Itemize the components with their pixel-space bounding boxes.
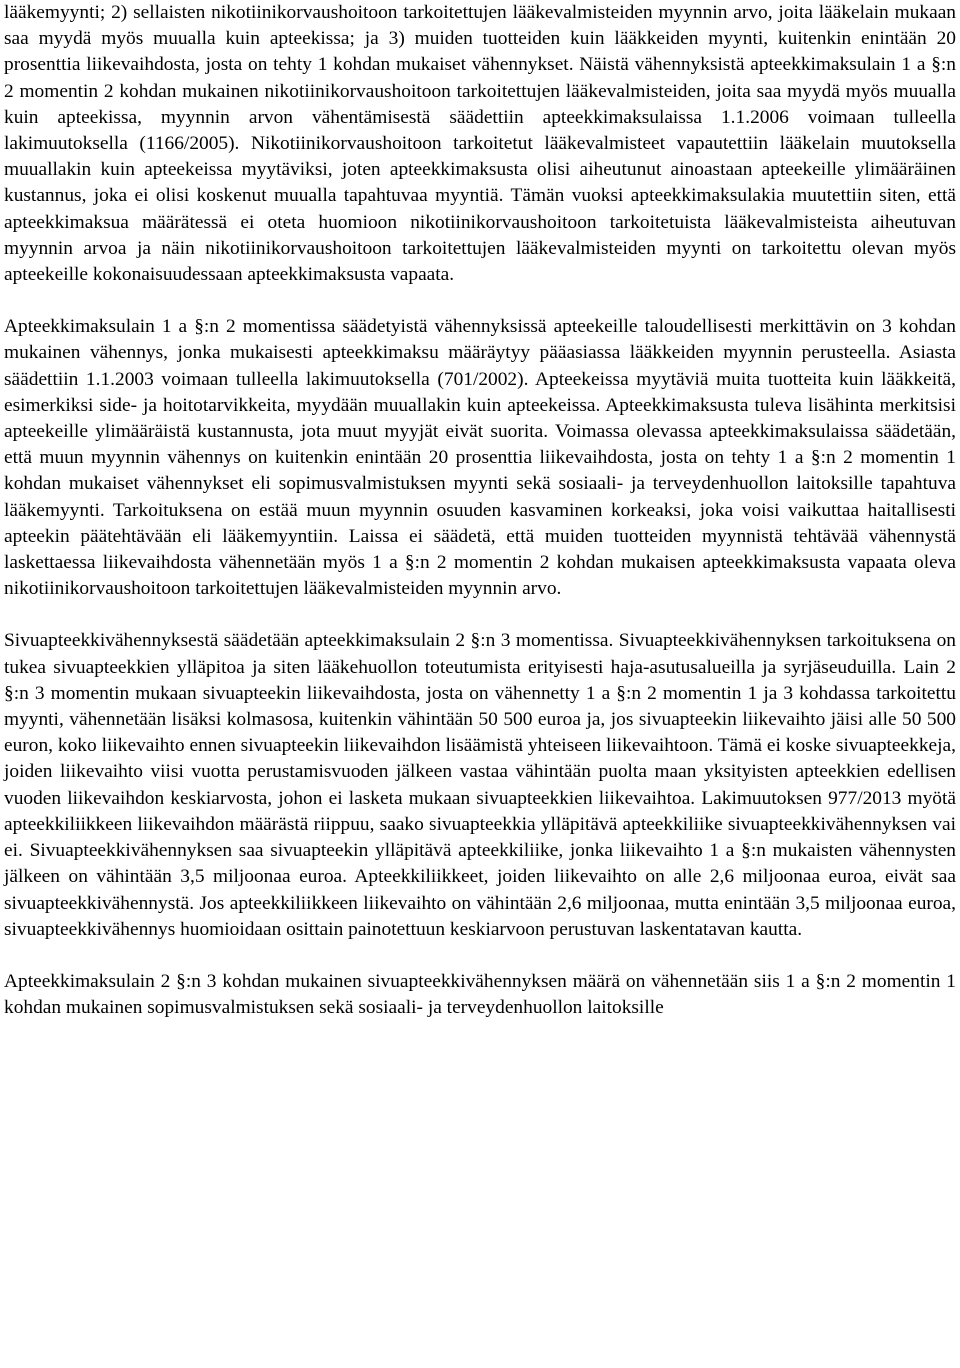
paragraph-3: Sivuapteekkivähennyksestä säädetään apteekkimaksulain 2 §:n 3 momentissa. Sivuapteekkivähennyksen tarkoituksena on tukea sivuapteekkien ylläpitoa ja siten lääkehuollon toteutumista erityisesti haja-asutusalueilla ja syrjäseuduilla. Lain 2 §:n 3 momentin mukaan sivuapteekin liikevaihdosta, josta on vähennetty 1 a §:n 2 momentin 1 ja 3 kohdassa tarkoitettu myynti, vähennetään lisäksi kolmasosa, kuitenkin vähintään 50 500 euroa ja, jos sivuapteekin liikevaihto jäisi alle 50 500 euron, koko liikevaihto ennen sivuapteekin liikevaihdon lisäämistä yhteiseen liikevaihtoon. Tämä ei koske sivuapteekkeja, joiden liikevaihto viisi vuotta perustamisvuoden jälkeen vastaa vähintään puolta maan yksityisten apteekkien edellisen vuoden liikevaihdon keskiarvosta, johon ei lasketa mukaan sivuapteekkien liikevaihtoa. Lakimuutoksen 977/2013 myötä apteekkiliikkeen liikevaihdon määrästä riippuu, saako sivuapteekkia ylläpitävä apteekkiliike sivuapteekkivähennyksen vai ei. Sivuapteekkivähennyksen saa sivuapteekin ylläpitävä apteekkiliike, jonka liikevaihto 1 a §:n mukaisten vähennysten jälkeen on vähintään 3,5 miljoonaa euroa. Apteekkiliikkeet, joiden liikevaihto on alle 2,6 miljoonaa euroa, eivät saa sivuapteekkivähennystä. Jos apteekkiliikkeen liikevaihto on vähintään 2,6 miljoonaa, mutta enintään 3,5 miljoonaa euroa, sivuapteekkivähennys huomioidaan osittain painotettuun keskiarvoon perustuvan laskentatavan kautta. <box>4 630 956 940</box>
document-page <box>4 0 956 1021</box>
paragraph-2: Apteekkimaksulain 1 a §:n 2 momentissa säädetyistä vähennyksissä apteekeille taloudellisesti merkittävin on 3 kohdan mukainen vähennys, jonka mukaisesti apteekkimaksu määräytyy pääasiassa lääkkeiden myynnin perusteella. Asiasta säädettiin 1.1.2003 voimaan tulleella lakimuutoksella (701/2002). Apteekeissa myytäviä muita tuotteita kuin lääkkeitä, esimerkiksi side- ja hoitotarvikkeita, myydään muuallakin kuin apteekeissa. Apteekkimaksusta tuleva lisähinta merkitsisi apteekeille ylimääräistä kustannusta, jota muut myyjät eivät suorita. Voimassa olevassa apteekkimaksulaissa säädetään, että muun myynnin vähennys on kuitenkin enintään 20 prosenttia liikevaihdosta, josta on tehty 1 a §:n 2 momentin 1 kohdan mukaiset vähennykset eli sopimusvalmistuksen myynti sekä sosiaali- ja terveydenhuollon laitoksille tapahtuva lääkemyynti. Tarkoituksena on estää muun myynnin osuuden kasvaminen korkeaksi, joka voisi vaikuttaa haitallisesti apteekin päätehtävään eli lääkemyyntiin. Laissa ei säädetä, että muiden tuotteiden myynnistä tehtävää vähennystä laskettaessa liikevaihdosta vähennetään myös 1 a §:n 2 momentin 2 kohdan mukaisen apteekkimaksusta vapaata oleva nikotiinikorvaushoitoon tarkoitettujen lääkevalmisteiden myynnin arvo. <box>4 316 956 600</box>
paragraph-1: lääkemyynti; 2) sellaisten nikotiinikorvaushoitoon tarkoitettujen lääkevalmisteiden myynnin arvo, joita lääkelain mukaan saa myydä myös muualla kuin apteekissa; ja 3) muiden tuotteiden kuin lääkkeiden myynti, kuitenkin enintään 20 prosenttia liikevaihdosta, josta on tehty 1 kohdan mukaiset vähennykset. Näistä vähennyksistä apteekkimaksulain 1 a §:n 2 momentin 2 kohdan mukainen nikotiinikorvaushoitoon tarkoitettujen lääkevalmisteiden, joita saa myydä myös muualla kuin apteekissa, myynnin arvon vähentämisestä säädettiin apteekkimaksulaissa 1.1.2006 voimaan tulleella lakimuutoksella (1166/2005). Nikotiinikorvaushoitoon tarkoitetut lääkevalmisteet vapautettiin lääkelain muutoksella muuallakin kuin apteekeissa myytäviksi, joten apteekkimaksusta olisi aiheutunut ainoastaan apteekeille ylimääräinen kustannus, joka ei olisi koskenut muualla tapahtuvaa myyntiä. Tämän vuoksi apteekkimaksulakia muutettiin siten, että apteekkimaksua määrätessä ei oteta huomioon nikotiinikorvaushoitoon tarkoitetuista lääkevalmisteista aiheutuvan myynnin arvoa ja näin nikotiinikorvaushoitoon tarkoitettujen lääkevalmisteiden myynti on tarkoitettu olevan myös apteekeille kokonaisuudessaan apteekkimaksusta vapaata. <box>4 2 956 286</box>
paragraph-4: Apteekkimaksulain 2 §:n 3 kohdan mukainen sivuapteekkivähennyksen määrä on vähennetään siis 1 a §:n 2 momentin 1 kohdan mukainen sopimusvalmistuksen sekä sosiaali- ja terveydenhuollon laitoksille <box>4 970 956 1019</box>
